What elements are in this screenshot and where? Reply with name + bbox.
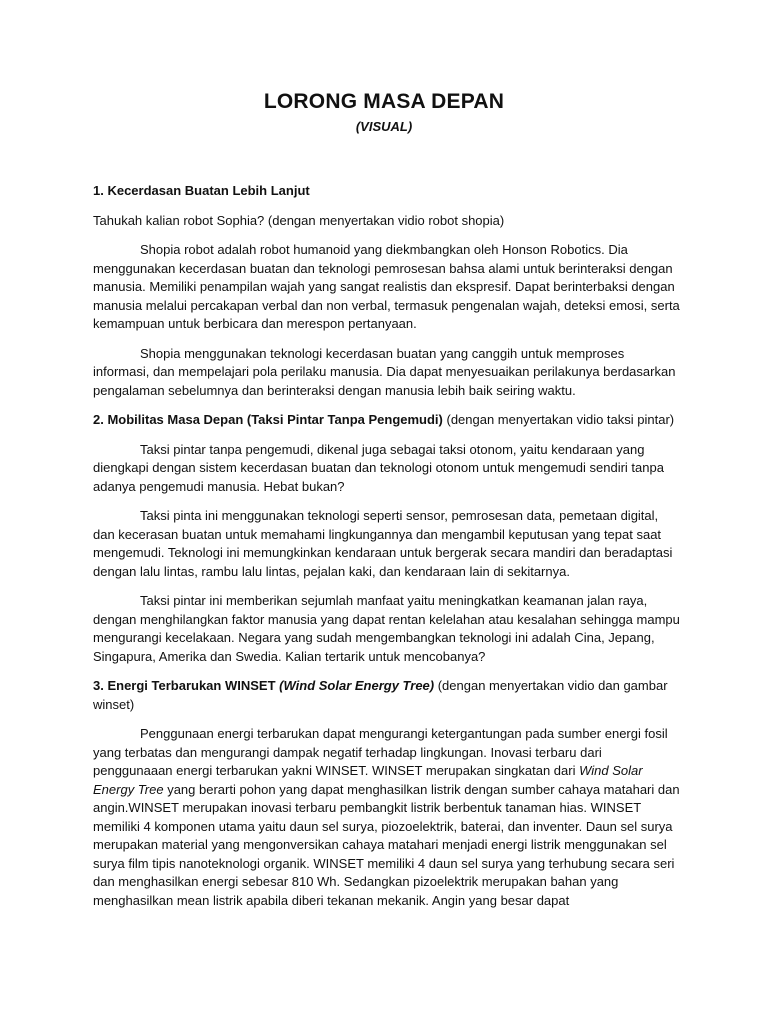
section-3-heading-note: (dengan menyertakan vidio dan gambar winset): [93, 678, 668, 712]
section-2-paragraph-1: Taksi pintar tanpa pengemudi, dikenal juga sebagai taksi otonom, yaitu kendaraan yang diengkapi dengan sistem kecerdasan buatan dan teknologi otonom untuk mengemudi sendiri tanpa adanya pengemudi manusia. Hebat bukan?: [93, 441, 664, 494]
section-3-paragraph-1-part-a: Penggunaan energi terbarukan dapat mengurangi ketergantungan pada sumber energi fosil yang terbatas dan mengurangi dampak negatif terhadap lingkungan. Inovasi terbaru dari penggunaaan energi terbarukan yakni WINSET. WINSET merupakan singkatan dari: [93, 726, 668, 778]
section-1-heading: 1. Kecerdasan Buatan Lebih Lanjut: [93, 183, 310, 198]
section-1-intro: Tahukah kalian robot Sophia? (dengan menyertakan vidio robot shopia): [93, 212, 505, 228]
section-1-paragraph-1: Shopia robot adalah robot humanoid yang diekmbangkan oleh Honson Robotics. Dia menggunakan kecerdasan buatan dan teknologi pemrosesan bahsa alami untuk berinteraksi dengan manusia. Memiliki penampilan wajah yang sangat realistis dan ekspresif. Dapat berinterbaksi dengan manusia melalui percakapan verbal dan non verbal, termasuk pengenalan wajah, deteksi emosi, serta kemampuan untuk berbicara dan merespon pertanyaan.: [93, 242, 680, 331]
section-2-paragraph-3: Taksi pintar ini memberikan sejumlah manfaat yaitu meningkatkan keamanan jalan raya, dengan menghilangkan faktor manusia yang dapat rentan kelelahan atau kesalahan sehingga mampu mengurangi kecelakaan. Negara yang sudah mengembangkan teknologi ini adalah Cina, Jepang, Singapura, Amerika dan Swedia. Kalian tertarik untuk mencobanya?: [93, 593, 680, 664]
section-3-paragraph-1-part-b: yang berarti pohon yang dapat menghasilkan listrik dengan sumber cahaya matahari dan angin.WINSET merupakan inovasi terbaru pembangkit listrik berbentuk tanaman hias. WINSET memiliki 4 komponen utama yaitu daun sel surya, piozoelektrik, baterai, dan inventer. Daun sel surya merupakan material yang mengonversikan cahaya matahari menjadi energi listrik menggunakan sel surya film tipis nanoteknologi organik. WINSET memiliki 4 daun sel surya yang terhubung secara seri dan menghasilkan energi sebesar 810 Wh. Sedangkan pizoelektrik merupakan bahan yang menghasilkan mean listrik apabila diberi tekanan mekanik. Angin yang besar dapat: [93, 781, 680, 908]
section-2-heading: 2. Mobilitas Masa Depan (Taksi Pintar Tanpa Pengemudi): [93, 412, 443, 427]
document-title: LORONG MASA DEPAN: [263, 90, 505, 113]
document-subtitle: (VISUAL): [355, 119, 413, 134]
section-3-paragraph-1: [93, 725, 683, 910]
section-2-heading-note: (dengan menyertakan vidio taksi pintar): [442, 412, 675, 427]
section-3-heading: 3. Energi Terbarukan WINSET: [93, 678, 276, 693]
section-3-paragraph-1-italic: Wind Solar Energy Tree: [93, 763, 643, 797]
section-3-heading-line: [93, 677, 683, 714]
section-3-heading-italic: (Wind Solar Energy Tree): [279, 678, 435, 693]
section-2-heading-line: [93, 411, 683, 430]
section-2-paragraph-2: Taksi pinta ini menggunakan teknologi seperti sensor, pemrosesan data, pemetaan digital, dan kecerasan buatan untuk memahami lingkungannya dan mengambil keputusan yang tepat saat mengemudi. Teknologi ini memungkinkan kendaraan untuk bergerak secara mandiri dan beradaptasi dengan lalu lintas, rambu lalu lintas, pejalan kaki, dan kendaraan lain di sekitarnya.: [93, 508, 673, 579]
document-body: [93, 182, 683, 921]
section-1-paragraph-2: Shopia menggunakan teknologi kecerdasan buatan yang canggih untuk memproses informasi, dan mempelajari pola perilaku manusia. Dia dapat menyesuaikan perilakunya berdasarkan pengalaman sebelumnya dan berinteraksi dengan manusia lebih baik seiring waktu.: [93, 345, 676, 398]
